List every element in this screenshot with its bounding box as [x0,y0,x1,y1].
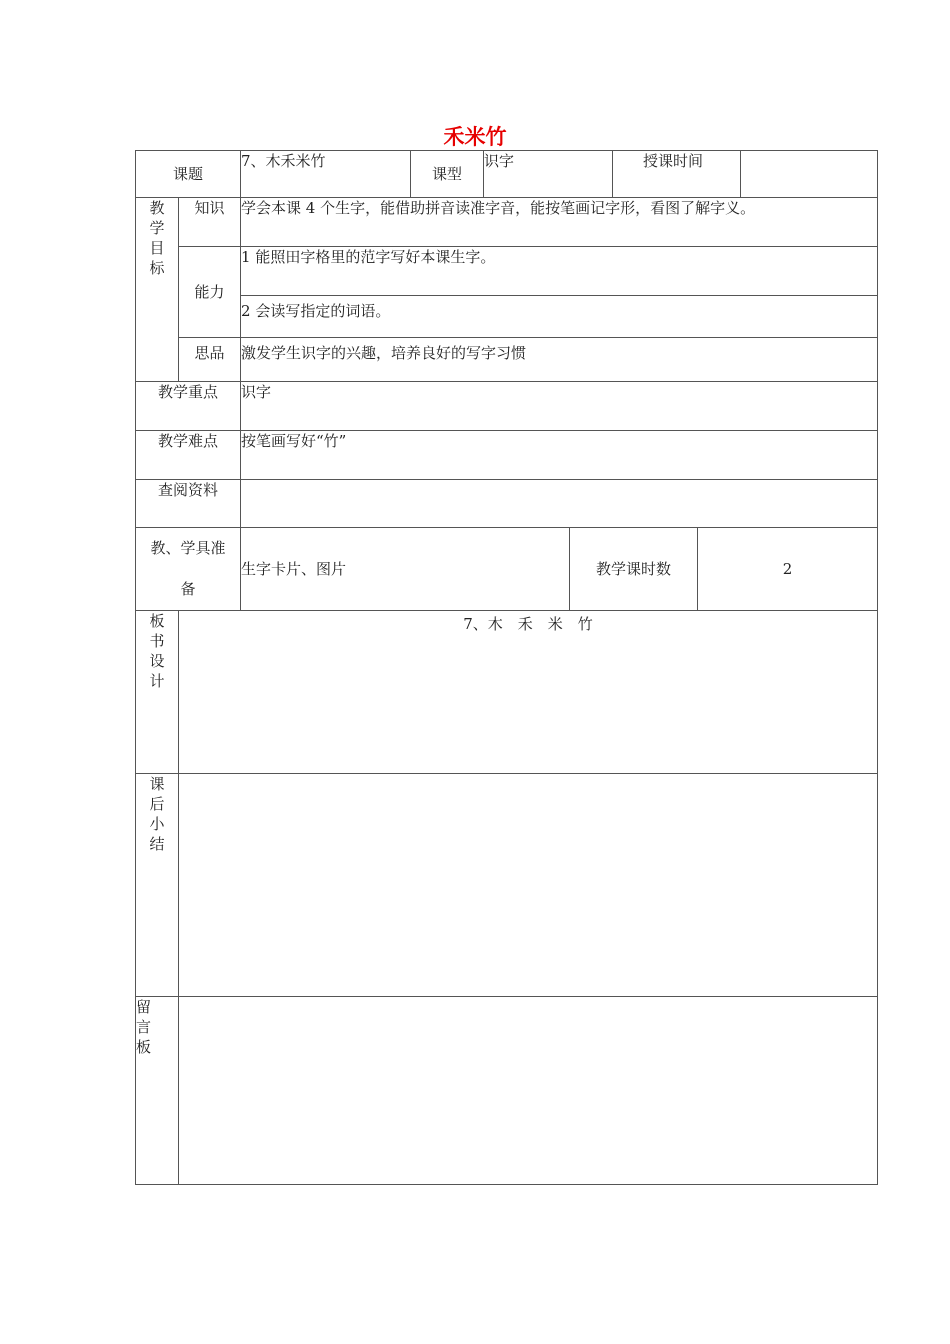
summary-label: 课 后 小 结 [136,774,179,997]
board-design-row [136,611,878,774]
knowledge-text: 学会本课 4 个生字，能借助拼音读准字音，能按笔画记字形，看图了解字义。 [241,198,878,247]
objective-moral-row [136,338,878,382]
difficulties-row [136,431,878,480]
key-points-row [136,382,878,431]
materials-row [136,528,878,611]
type-value: 识字 [484,151,613,198]
knowledge-label: 知识 [179,198,241,247]
objectives-label: 教 学 目 标 [136,198,179,382]
message-board-row [136,997,878,1185]
key-points-value: 识字 [241,382,878,431]
references-value [241,480,878,528]
lesson-plan-table [135,150,878,1185]
hours-value: 2 [698,528,878,611]
message-board-label: 留 言 板 [136,997,179,1185]
moral-label: 思品 [179,338,241,382]
board-design-label: 板 书 设 计 [136,611,179,774]
topic-label: 课题 [136,151,241,198]
objective-knowledge-row [136,198,878,247]
topic-value: 7、木禾米竹 [241,151,411,198]
references-row [136,480,878,528]
materials-value: 生字卡片、图片 [241,528,570,611]
key-points-label: 教学重点 [136,382,241,431]
summary-content [179,774,878,997]
ability-text-1: 1 能照田字格里的范字写好本课生字。 [241,247,878,296]
objective-ability-row-2 [136,296,878,338]
board-design-content: 7、木 禾 米 竹 [179,611,878,774]
time-value [741,151,878,198]
hours-label: 教学课时数 [570,528,698,611]
difficulties-label: 教学难点 [136,431,241,480]
summary-row [136,774,878,997]
references-label: 查阅资料 [136,480,241,528]
ability-text-2: 2 会读写指定的词语。 [241,296,878,338]
objective-ability-row-1 [136,247,878,296]
difficulties-value: 按笔画写好“竹” [241,431,878,480]
ability-label: 能力 [179,247,241,338]
document-title: 禾米竹 [443,125,507,149]
message-board-content [179,997,878,1185]
lesson-info-row [136,151,878,198]
moral-text: 激发学生识字的兴趣，培养良好的写字习惯 [241,338,878,382]
time-label: 授课时间 [613,151,741,198]
type-label: 课型 [411,151,484,198]
materials-label: 教、学具准 备 [136,528,241,611]
